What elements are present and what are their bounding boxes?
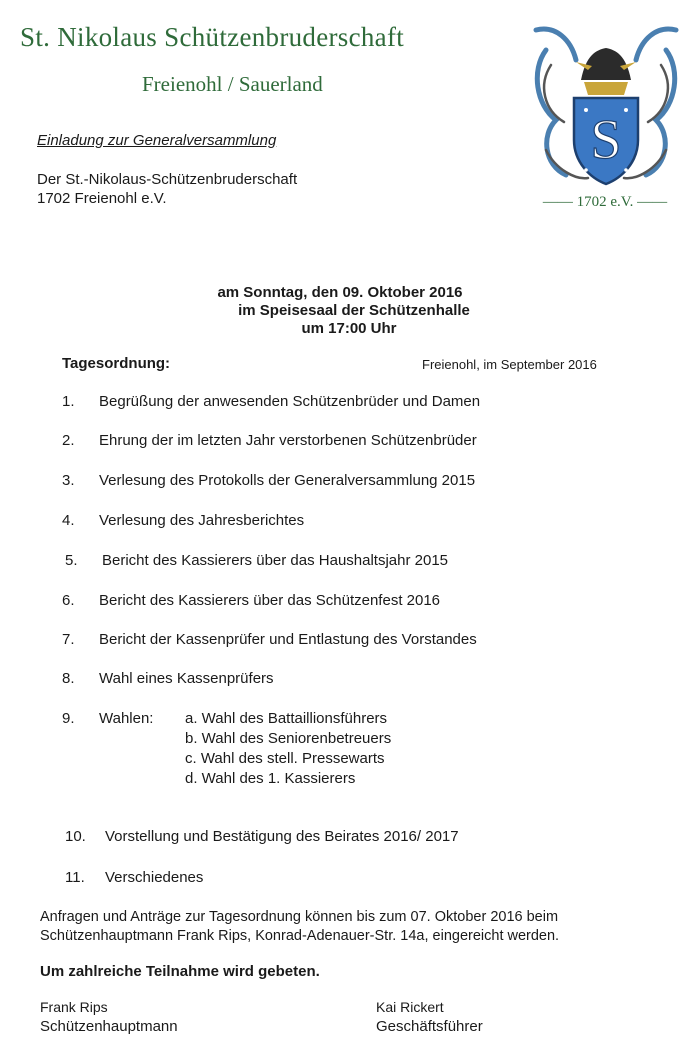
sender-line-2: 1702 Freienohl e.V.: [37, 190, 167, 207]
agenda-number: 11.: [65, 869, 85, 886]
agenda-number: 2.: [62, 432, 75, 449]
election-item: b. Wahl des Seniorenbetreuers: [185, 730, 392, 747]
signature-role: Geschäftsführer: [376, 1018, 483, 1035]
date-place: Freienohl, im September 2016: [422, 357, 597, 372]
signature-name: Kai Rickert: [376, 999, 444, 1015]
submission-note: [40, 908, 680, 946]
meeting-time: um 17:00 Uhr: [301, 320, 397, 337]
note-line-2: Schützenhauptmann Frank Rips, Konrad-Adenauer-Str. 14a, eingereicht werden.: [40, 928, 560, 944]
agenda-number: 6.: [62, 592, 75, 609]
agenda-number: 1.: [62, 393, 75, 410]
invitation-title: Einladung zur Generalversammlung: [37, 132, 277, 149]
agenda-number: 3.: [62, 472, 75, 489]
agenda-text: Vorstellung und Bestätigung des Beirates 2016/ 2017: [105, 828, 459, 845]
election-item: d. Wahl des 1. Kassierers: [185, 770, 356, 787]
organization-location: Freienohl / Sauerland: [142, 72, 323, 96]
agenda-text: Wahl eines Kassenprüfers: [99, 670, 274, 687]
note-line-1: Anfragen und Anträge zur Tagesordnung können bis zum 07. Oktober 2016 beim: [40, 909, 559, 925]
meeting-date: am Sonntag, den 09. Oktober 2016: [217, 284, 463, 301]
agenda-text: Verlesung des Protokolls der Generalversammlung 2015: [99, 472, 476, 489]
agenda-text: Bericht des Kassierers über das Schützenfest 2016: [99, 592, 441, 609]
crest-founding-year: —— 1702 e.V. ——: [542, 194, 668, 210]
agenda-text: Bericht des Kassierers über das Haushaltsjahr 2015: [102, 552, 449, 569]
agenda-text: Ehrung der im letzten Jahr verstorbenen Schützenbrüder: [99, 432, 477, 449]
closing-request: Um zahlreiche Teilnahme wird gebeten.: [40, 963, 320, 980]
agenda-number: 10.: [65, 828, 86, 845]
agenda-number: 5.: [65, 552, 78, 569]
organization-title: St. Nikolaus Schützenbruderschaft: [20, 22, 405, 52]
election-item: a. Wahl des Battaillionsführers: [185, 710, 388, 727]
agenda-number: 4.: [62, 512, 75, 529]
election-item: c. Wahl des stell. Pressewarts: [185, 750, 385, 767]
agenda-heading: Tagesordnung:: [62, 355, 171, 372]
agenda-text: Begrüßung der anwesenden Schützenbrüder und Damen: [99, 393, 481, 410]
meeting-details: [150, 284, 530, 338]
signature-block-captain: [40, 997, 178, 1037]
svg-text:S: S: [590, 109, 622, 171]
agenda-text: Wahlen:: [99, 710, 154, 727]
signature-role: Schützenhauptmann: [40, 1018, 178, 1035]
coat-of-arms-icon: [526, 10, 686, 210]
agenda-text: Verschiedenes: [105, 869, 204, 886]
sender-block: [37, 170, 297, 208]
signature-name: Frank Rips: [40, 999, 108, 1015]
agenda-text: Verlesung des Jahresberichtes: [99, 512, 305, 529]
signature-block-manager: [376, 997, 483, 1037]
agenda-number: 8.: [62, 670, 75, 687]
sender-line-1: Der St.-Nikolaus-Schützenbruderschaft: [37, 171, 298, 188]
meeting-venue: im Speisesaal der Schützenhalle: [238, 302, 470, 319]
agenda-number: 7.: [62, 631, 75, 648]
agenda-number: 9.: [62, 710, 75, 727]
agenda-text: Bericht der Kassenprüfer und Entlastung des Vorstandes: [99, 631, 477, 648]
